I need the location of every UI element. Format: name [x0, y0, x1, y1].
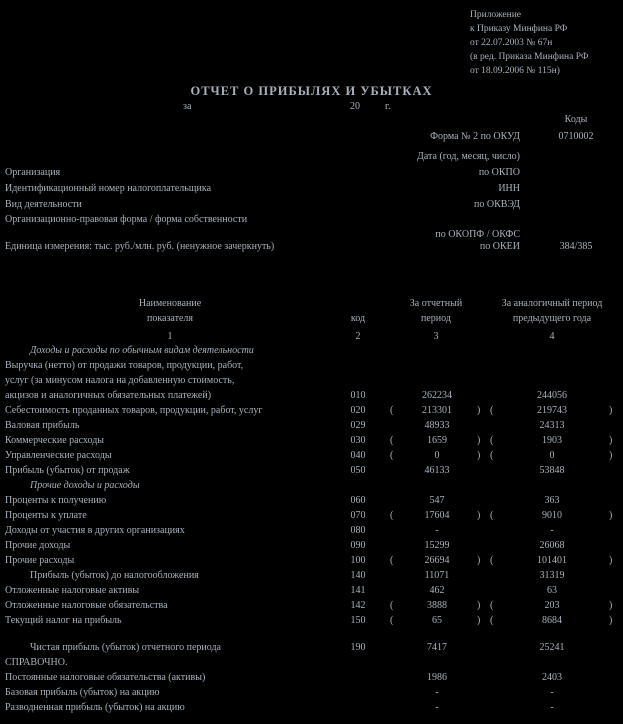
- row-code: 080: [350, 525, 366, 536]
- column-header-line: период: [421, 313, 451, 324]
- value-previous-period: 101401: [537, 555, 567, 566]
- value-previous-period: 63: [547, 585, 557, 596]
- column-header-name: [10, 296, 330, 326]
- table-row: [0, 343, 623, 358]
- value-current-period: 3888: [427, 600, 447, 611]
- value-previous-period: 244056: [537, 390, 567, 401]
- close-paren: ): [609, 615, 613, 626]
- open-paren: (: [390, 600, 394, 611]
- row-label: Проценты к получению: [5, 495, 107, 506]
- period-year: 20: [350, 101, 360, 112]
- value-current-period: 11071: [424, 570, 450, 581]
- annex-note: [470, 8, 620, 78]
- close-paren: ): [609, 450, 613, 461]
- period-year-suffix: г.: [385, 101, 391, 112]
- okei-label: по ОКЕИ: [479, 241, 520, 252]
- close-paren: ): [477, 450, 481, 461]
- row-label: Текущий налог на прибыль: [5, 615, 122, 626]
- open-paren: (: [390, 615, 394, 626]
- row-label: СПРАВОЧНО.: [5, 657, 68, 668]
- table-spacer: [0, 628, 623, 640]
- row-label: Себестоимость проданных товаров, продукции, работ, услуг: [5, 405, 263, 416]
- value-previous-period: 53848: [539, 465, 565, 476]
- value-current-period: 1986: [427, 672, 447, 683]
- okved-label: по ОКВЭД: [474, 199, 520, 210]
- value-previous-period: 363: [544, 495, 560, 506]
- value-previous-period: 1903: [542, 435, 562, 446]
- column-header-line: показателя: [146, 313, 194, 324]
- value-current-period: 26694: [424, 555, 450, 566]
- column-number-3: 3: [433, 331, 439, 342]
- close-paren: ): [609, 510, 613, 521]
- row-label: Прибыль (убыток) от продаж: [5, 465, 130, 476]
- row-code: 020: [350, 405, 366, 416]
- value-current-period: -: [435, 687, 439, 698]
- row-label: Отложенные налоговые активы: [5, 585, 140, 596]
- row-code: 150: [350, 615, 366, 626]
- row-code: 060: [350, 495, 366, 506]
- table-row: [0, 613, 623, 628]
- open-paren: (: [390, 405, 394, 416]
- row-label: Постоянные налоговые обязательства (активы): [5, 672, 206, 683]
- open-paren: (: [490, 615, 494, 626]
- open-paren: (: [490, 450, 494, 461]
- organization-label: Организация: [5, 167, 61, 178]
- value-previous-period: 219743: [537, 405, 567, 416]
- column-number-1: 1: [167, 331, 173, 342]
- table-row: [0, 403, 623, 418]
- open-paren: (: [390, 555, 394, 566]
- close-paren: ): [477, 510, 481, 521]
- value-previous-period: 26068: [539, 540, 565, 551]
- row-code: 190: [350, 642, 366, 653]
- close-paren: ): [477, 600, 481, 611]
- table-row: [0, 478, 623, 493]
- row-label: Доходы от участия в других организациях: [5, 525, 185, 536]
- value-current-period: 262234: [422, 390, 452, 401]
- report-title: ОТЧЕТ О ПРИБЫЛЯХ И УБЫТКАХ: [190, 84, 433, 98]
- period-prefix: за: [183, 101, 192, 112]
- column-header-code: код: [350, 313, 366, 324]
- inn-label: Идентификационный номер налогоплательщика: [5, 183, 212, 194]
- table-row: [0, 583, 623, 598]
- table-row: [0, 418, 623, 433]
- table-row: [0, 568, 623, 583]
- column-header-line: За аналогичный период: [501, 298, 603, 309]
- open-paren: (: [390, 510, 394, 521]
- table-row: [0, 448, 623, 463]
- table-row: [0, 523, 623, 538]
- unit-label: Единица измерения: тыс. руб./млн. руб. (ненужное зачеркнуть): [5, 241, 275, 252]
- inn-code-label: ИНН: [498, 183, 520, 194]
- okopf-label: по ОКОПФ / ОКФС: [435, 229, 520, 240]
- table-row: [0, 670, 623, 685]
- annex-line: Приложение: [470, 10, 521, 20]
- value-previous-period: 25241: [539, 642, 565, 653]
- row-code: 070: [350, 510, 366, 521]
- row-label: Прочие доходы: [5, 540, 71, 551]
- table-rows: [0, 343, 623, 715]
- legal-form-label: Организационно-правовая форма / форма собственности: [5, 214, 248, 225]
- row-label: Управленческие расходы: [5, 450, 112, 461]
- codes-label: Коды: [564, 114, 588, 125]
- row-label: Отложенные налоговые обязательства: [5, 600, 168, 611]
- column-header-line: Наименование: [138, 298, 202, 309]
- table-row: [0, 553, 623, 568]
- value-current-period: 65: [432, 615, 442, 626]
- row-code: 140: [350, 570, 366, 581]
- row-code: 100: [350, 555, 366, 566]
- row-code: 010: [350, 390, 366, 401]
- open-paren: (: [490, 435, 494, 446]
- close-paren: ): [609, 435, 613, 446]
- open-paren: (: [490, 405, 494, 416]
- column-header-previous-period: [490, 296, 614, 326]
- okei-value: 384/385: [559, 241, 593, 252]
- row-label: Прибыль (убыток) до налогообложения: [30, 570, 199, 581]
- column-header-current-period: [392, 296, 480, 326]
- close-paren: ): [609, 555, 613, 566]
- table-row: [0, 640, 623, 655]
- value-current-period: 7417: [427, 642, 447, 653]
- close-paren: ): [609, 405, 613, 416]
- value-previous-period: 203: [544, 600, 560, 611]
- value-current-period: 213301: [422, 405, 452, 416]
- annex-line: (в ред. Приказа Минфина РФ: [470, 52, 589, 62]
- column-header-line: предыдущего года: [512, 313, 592, 324]
- annex-line: от 22.07.2003 № 67н: [470, 38, 553, 48]
- row-label: Валовая прибыль: [5, 420, 80, 431]
- close-paren: ): [477, 435, 481, 446]
- value-current-period: -: [435, 702, 439, 713]
- table-row: [0, 655, 623, 670]
- okpo-label: по ОКПО: [478, 167, 520, 178]
- okud-value: 0710002: [558, 131, 594, 142]
- row-code: 090: [350, 540, 366, 551]
- value-previous-period: 31319: [539, 570, 565, 581]
- close-paren: ): [477, 555, 481, 566]
- row-code: 141: [350, 585, 366, 596]
- close-paren: ): [609, 600, 613, 611]
- close-paren: ): [477, 405, 481, 416]
- annex-line: от 18.09.2006 № 115н): [470, 66, 560, 76]
- table-row: [0, 358, 623, 403]
- value-previous-period: 8684: [542, 615, 562, 626]
- value-previous-period: 0: [549, 450, 555, 461]
- row-label: Разводненная прибыль (убыток) на акцию: [5, 702, 185, 713]
- value-current-period: 547: [429, 495, 445, 506]
- value-previous-period: -: [550, 702, 554, 713]
- row-label: Базовая прибыль (убыток) на акцию: [5, 687, 160, 698]
- open-paren: (: [390, 435, 394, 446]
- column-number-4: 4: [549, 331, 555, 342]
- okud-label: Форма № 2 по ОКУД: [430, 131, 520, 142]
- value-current-period: 48933: [424, 420, 450, 431]
- value-current-period: 462: [429, 585, 445, 596]
- open-paren: (: [490, 600, 494, 611]
- row-code: 050: [350, 465, 366, 476]
- row-label: Проценты к уплате: [5, 510, 87, 521]
- value-previous-period: 24313: [539, 420, 565, 431]
- column-header-line: За отчетный: [409, 298, 463, 309]
- row-code: 040: [350, 450, 366, 461]
- open-paren: (: [490, 510, 494, 521]
- value-current-period: 46133: [424, 465, 450, 476]
- value-current-period: -: [435, 525, 439, 536]
- table-row: [0, 685, 623, 700]
- value-previous-period: 9010: [542, 510, 562, 521]
- row-code: 029: [350, 420, 366, 431]
- column-number-2: 2: [355, 331, 361, 342]
- row-label: Коммерческие расходы: [5, 435, 105, 446]
- row-label: Выручка (нетто) от продажи товаров, продукции, работ, услуг (за минусом налога на добавленную стоимость, акцизов и аналогичных обязательных платежей): [5, 360, 244, 401]
- value-previous-period: -: [550, 525, 554, 536]
- value-current-period: 0: [434, 450, 440, 461]
- table-row: [0, 538, 623, 553]
- open-paren: (: [490, 555, 494, 566]
- value-previous-period: 2403: [542, 672, 562, 683]
- table-row: [0, 598, 623, 613]
- table-row: [0, 700, 623, 715]
- table-row: [0, 433, 623, 448]
- table-row: [0, 463, 623, 478]
- date-label: Дата (год, месяц, число): [417, 151, 520, 162]
- row-label: Прочие расходы: [5, 555, 75, 566]
- row-code: 030: [350, 435, 366, 446]
- value-previous-period: -: [550, 687, 554, 698]
- activity-label: Вид деятельности: [5, 199, 82, 210]
- section-label: Прочие доходы и расходы: [30, 480, 140, 491]
- value-current-period: 17604: [424, 510, 450, 521]
- open-paren: (: [390, 450, 394, 461]
- section-label: Доходы и расходы по обычным видам деятельности: [30, 345, 254, 356]
- close-paren: ): [477, 615, 481, 626]
- table-row: [0, 508, 623, 523]
- value-current-period: 15299: [424, 540, 450, 551]
- row-code: 142: [350, 600, 366, 611]
- table-row: [0, 493, 623, 508]
- value-current-period: 1659: [427, 435, 447, 446]
- annex-line: к Приказу Минфина РФ: [470, 24, 568, 34]
- row-label: Чистая прибыль (убыток) отчетного периода: [30, 642, 221, 653]
